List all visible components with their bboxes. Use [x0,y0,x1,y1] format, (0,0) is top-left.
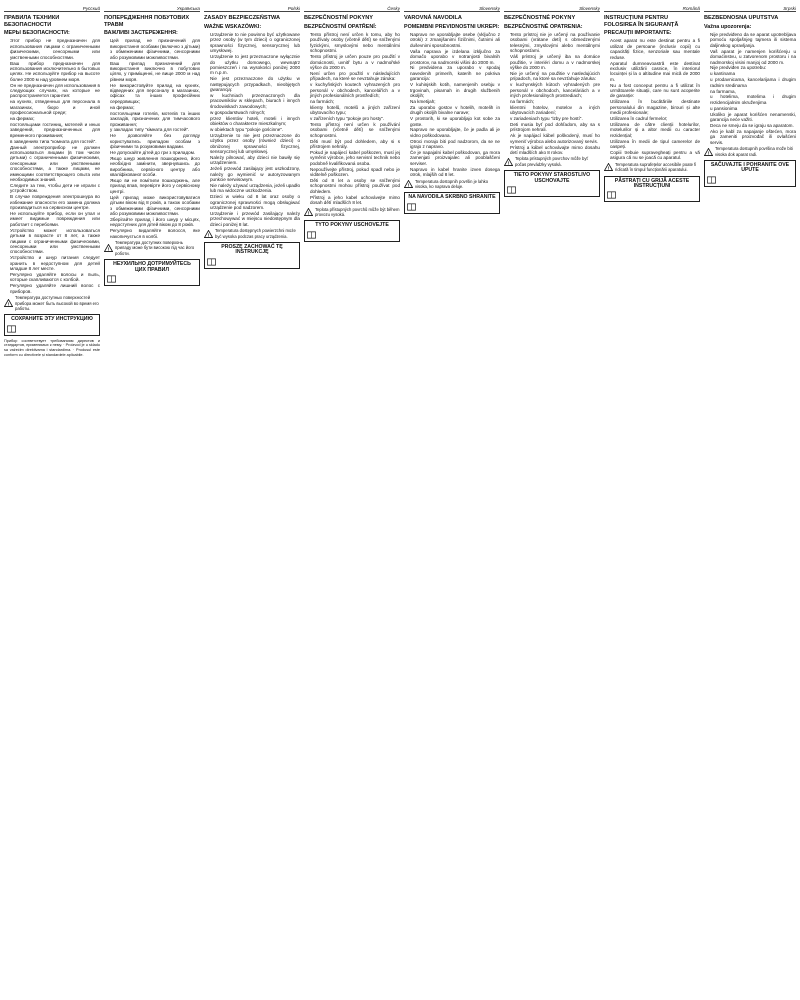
safety-item: • Copiii trebuie supravegheați pentru a vă asigura că nu se joacă cu aparatul. [610,150,700,161]
language-label: Srpski [704,6,796,12]
safety-item: • Якщо шнур живлення пошкоджено, його необхідно замінити, звернувшись до виробника, сервісного центру або кваліфікованої особи. [110,156,200,178]
safety-item: • Этот прибор не предназначен для использования лицами с ограниченными физическими, сенсорными или умственными способностями. [10,38,100,60]
safety-item: • Na kmetijah; [410,99,500,104]
safety-list [204,32,300,227]
section-title: VAROVNÁ NAVODILA [404,15,462,22]
svg-text:!: ! [107,246,110,252]
language-label: Slovensky [504,6,600,12]
section-title: ПОПЕРЕДЖЕННЯ ПОБУТОВИХ ТРАВМ [104,15,190,28]
safety-item: • Регулярно удаляйте лишний волос с приборов. [10,283,100,294]
section-title: ПРАВИЛА ТЕХНИКИ БЕЗОПАСНОСТИ [4,15,60,28]
hot-surface-warning [604,162,700,173]
manual-book-icon [507,186,516,194]
safety-item: • Urządzenie i przewód zasilający należy przechowywać w miejscu niedostępnym dla dzieci poniżej 8 lat. [210,211,300,227]
warning-text: Temperatura suprafețelor accesibile poate fi ridicată în timpul funcționării aparatului. [615,161,697,173]
safety-item: • постояльцами гостиниц, мотелей и иных заведений, предназначенных для временного проживания; [10,122,100,138]
safety-item: • Napravo in kabel hranite izven dosega otrok, mlajših od 8 let. [410,167,500,178]
keep-instructions-box [204,242,300,269]
warning-text: Temperatura dostupnih površina može biti visoka dok aparat radi. [715,146,793,157]
language-label: Slovensky [404,6,500,12]
manual-book-icon [107,275,116,283]
keep-instructions-box [104,259,200,286]
language-label: Русский [4,6,100,12]
hot-surface-warning [304,207,400,218]
safety-item: • Не допускайте дітей до гри з приладом. [110,150,200,155]
safety-item: • Děti od 8 let a osoby se sníženými schopnostmi mohou přístroj používat pod dohledem. [310,178,400,194]
safety-item: • v kuchynských kútoch vyhradených pre personál v obchodoch, kanceláriách a v iných profesionálnych prostrediach; [510,82,600,98]
section-subtitle: ВАЖЛИВІ ЗАСТЕРЕЖЕННЯ: [104,30,178,37]
safety-item: • w gospodarstwach rolnych; [210,110,300,115]
safety-item: • u prodavnicama, kancelarijama i drugim radnim sredinama [710,77,796,88]
box-title: NA NAVODILA SKRBNO SHRANITE [408,194,496,201]
safety-item: • klienty hotelů, motelů a jiných zařízení ubytovacího typu; [310,105,400,116]
safety-item: • w obiektach typu "pokoje gościnne". [210,127,300,132]
warning-text: Temperatura dostępnych powierzchni może być wysoka podczas pracy urządzenia. [215,228,296,239]
safety-item: • Цей прилад може використовуватися дітьми віком від 8 років, а також особами з обмеженими фізичними, сенсорними або розумовими можливостями. [110,195,200,217]
fine-print: Прибор соответствует требованиям директив и стандартов, применимых к нему. · Proizvod je u skladu sa važećim direktivama i standardima. · Produsul este conform cu directivele și standardele aplicabile. [4,338,100,357]
box-title: TIETO POKYNY STAROSTLIVO USCHOVAJTE [513,172,591,184]
safety-item: • Acest aparat nu este destinat pentru a fi utilizat de persoane (inclusiv copii) cu capacități fizice, senzoriale sau mentale reduse. [610,38,700,60]
keep-instructions-box [504,170,600,197]
safety-item: • Данный электроприбор не должен использоваться лицами (в том числе детьми) с ограниченными физическими, сенсорными или умственными способностями, а также лицами, не имеющими соответствующего опыта или необходимых знаний. [10,145,100,183]
svg-text:!: ! [507,160,510,166]
safety-item: • на кухнях, отведенных для персонала в магазинах, бюро и иной профессиональной среде; [10,99,100,115]
safety-item: • Nepoužívejte přístroj, pokud spadl nebo je viditelně poškozen. [310,167,400,178]
safety-item: • Регулярно видаляйте волосся, яке накопичується в колбі. [110,228,200,239]
language-column [604,4,700,996]
warning-triangle-icon [204,230,213,238]
safety-item: • Napravo ne uporabljajte osebe (vključno z otroki) z zmanjšanimi fizičnimi, čutnimi ali duševnimi sposobnostmi. [410,32,500,48]
safety-list [304,32,400,206]
safety-item: • Не використовуйте прилад на кухнях, відведених для персоналу в магазинах, офісах та інших професійних середовищах; [110,83,200,105]
warning-text: Температура доступних поверхонь приладу може бути високою під час його роботи. [115,240,195,256]
safety-item: • V prostorih, ki se uporabljajo kot sobe za goste. [410,116,500,127]
section-title: BEZBEDNOSNA UPUTSTVA [704,15,779,22]
safety-item: • Nie je určený na použitie v nasledujúcich prípadoch, na ktoré sa nevzťahuje záruka: [510,71,600,82]
safety-list [704,32,796,145]
safety-item: • Зберігайте прилад і його шнур у місцях, недоступних для дітей віком до 8 років. [110,217,200,228]
safety-item: • Należy pilnować, aby dzieci nie bawiły się urządzeniem. [210,155,300,166]
language-column [504,4,600,996]
safety-item: • na farmách; [310,99,400,104]
warning-triangle-icon [104,244,113,252]
safety-item: • Není určen pro použití v následujících případech, na které se nevztahuje záruka: [310,71,400,82]
safety-item: • Deca ne smeju da se igraju sa aparatom. [710,123,796,128]
safety-item: • V kuhinjskih kotih, namenjenih osebju v trgovinah, pisarnah in drugih službenih okoljih; [410,82,500,98]
section-title: BEZPEČNOSTNÉ POKYNY [504,15,576,22]
hot-surface-warning [4,295,100,311]
box-title: PĂSTRAȚI CU GRIJĂ ACESTE INSTRUCȚIUNI [614,177,690,190]
safety-item: • Регулярно удаляйте волосы и пыль, которые скапливаются с колбой. [10,272,100,283]
language-column [304,4,400,996]
safety-item: • Ni predvidena za uporabo v spodaj navedenih primerih, katerih ne pokriva garancija: [410,65,500,81]
section-subtitle: BEZPEČNOSTNÍ OPATŘENÍ: [304,23,377,30]
safety-item: • Če je napajalni kabel poškodovan, ga mora zamenjati proizvajalec ali pooblaščeni serviser. [410,150,500,166]
safety-item: • Pokud je napájecí kabel poškozen, musí jej vyměnit výrobce, jeho servisní technik nebo podobně kvalifikovaná osoba. [310,150,400,166]
safety-item: • Deti musia byť pod dohľadom, aby sa s prístrojom nehrali. [510,122,600,133]
safety-item: • Utilizarea în bucătăriile destinate personalului din magazine, birouri și alte medii profesionale; [610,99,700,115]
safety-item: • u kantinama [710,71,796,76]
safety-item: • Он не предназначен для использования в следующих случаях, на которые не распространяется гарантия: [10,83,100,99]
warning-text: Teplota prístupných povrchov môže byť počas prevádzky vysoká. [515,156,589,167]
safety-item: • Tento přístroj není určen k používání osobami (včetně dětí) se sníženými schopnostmi. [310,122,400,138]
safety-item: • przez klientów hoteli, moteli i innych obiektów o charakterze mieszkalnym; [210,116,300,127]
safety-item: • v zařízeních typu "pokoje pro hosty". [310,116,400,121]
section-title: BEZPEČNOSTNÍ POKYNY [304,15,373,22]
warning-triangle-icon [404,180,413,188]
language-column [404,4,500,996]
language-column [4,4,100,996]
safety-item: • Ukoliko je aparat korišćen nenamenski, garancija neće važiti. [710,112,796,123]
safety-item: • Ваш прибор предназначен для использования исключительно в бытовых целях. Не используйте прибор на высоте более 2000 м над уровнем моря. [10,61,100,83]
warning-triangle-icon [704,148,713,156]
section-title: ZASADY BEZPIECZEŃSTWA [204,15,281,22]
safety-item: • Якщо ви не помітили пошкоджень, але прилад впав, перевірте його у сервісному центрі. [110,178,200,194]
section-subtitle: BEZPEČNOSTNÉ OPATRENIA: [504,23,583,30]
safety-item: • в заведениях типа "комната для гостей". [10,139,100,144]
safety-item: • на фермах; [10,116,100,121]
safety-item: • Устройство и шнур питания следует хранить в недоступном для детей младше 8 лет месте. [10,255,100,271]
hot-surface-warning [504,156,600,167]
hot-surface-warning [704,146,796,157]
section-subtitle: Važna upozorenja: [704,23,752,30]
safety-item: • Jeżeli przewód zasilający jest uszkodzony, należy go wymienić w autoryzowanym punkcie serwisowym. [210,166,300,182]
safety-item: • на фермах; [110,105,200,110]
svg-text:!: ! [7,301,10,307]
safety-item: • Děti musí být pod dohledem, aby si s přístrojem nehrály. [310,139,400,150]
safety-item: • постояльцями готелів, мотелів та інших закладів, призначених для тимчасового проживання; [110,111,200,127]
safety-item: • Не используйте прибор, если он упал и имеет видимые повреждения или работает с перебоями. [10,211,100,227]
safety-item: • Устройство может использоваться детьми в возрасте от 8 лет, а также лицами с ограниченными физическими, сенсорными или умственными способностями. [10,228,100,255]
safety-item: • Ak je napájací kábel poškodený, musí ho vymeniť výrobca alebo autorizovaný servis. [510,133,600,144]
box-title: СОХРАНИТЕ ЭТУ ИНСТРУКЦИЮ [11,316,93,323]
safety-list [104,38,200,239]
hot-surface-warning [204,228,300,239]
safety-list [4,38,100,294]
keep-instructions-box [404,192,500,213]
safety-item: • Nije predviđen za upotrebu: [710,65,796,70]
safety-item: • Цей прилад не призначений для використання особами (включно з дітьми) з обмеженими фізичними, сенсорними або розумовими можливостями. [110,38,200,60]
safety-item: • Za uporabo gostov v hotelih, motelih in drugih okoljih bivalne narave; [410,105,500,116]
safety-item: • Váš prístroj je určený iba na domáce použitie, v interiéri domu a v nadmorskej výške do 2000 m. [510,54,600,70]
svg-text:!: ! [607,165,610,171]
warning-triangle-icon [4,299,13,307]
safety-item: • Aparatul dumneavoastră este destinat exclusiv utilizării casnice, în interiorul locuinței și la o altitudine mai mică de 2000 m. [610,61,700,83]
safety-item: • Nije predviđeno da se aparat upotrebljava pomoću spoljašnjeg tajmera ili sistema daljinskog upravljanja. [710,32,796,48]
manual-book-icon [707,176,716,184]
box-title: SAČUVAJTE I POHRANITE OVE UPUTE [710,161,790,174]
hot-surface-warning [104,240,200,256]
safety-item: • Vaša naprava je izdelana izključno za domačo uporabo v notranjosti bivalnih prostorov, na nadmorski višini do 2000 m. [410,49,500,65]
box-title: TYTO POKYNY USCHOVEJTE [315,222,389,229]
section-title: INSTRUCȚIUNI PENTRU FOLOSIREA ÎN SIGURANȚĂ [604,15,679,28]
manual-book-icon [407,203,416,211]
language-column [204,4,300,996]
safety-item: • Urządzenie to jest przeznaczone wyłącznie do użytku domowego, wewnątrz pomieszczeń i na wysokości poniżej 2000 m n.p.m. [210,54,300,76]
safety-item: • na farmách; [510,99,600,104]
safety-item: • Не дозволяйте без догляду користуватись приладом особам з фізичними та розумовими вадами. [110,133,200,149]
box-title: НЕУХИЛЬНО ДОТРИМУЙТЕСЬ ЦИХ ПРАВИЛ [113,261,191,273]
warning-triangle-icon [304,208,313,216]
safety-item: • w kuchniach przeznaczonych dla pracowników w sklepach, biurach i innych środowiskach zawodowych; [210,93,300,109]
warning-text: Температура доступных поверхностей прибора может быть высокой во время его работы. [15,295,99,311]
language-label: Українська [104,6,200,12]
safety-item: • v kuchyňských koutech vyhrazených pro personál v obchodech, kancelářích a v jiných profesionálních prostředích; [310,82,400,98]
warning-text: Temperatura dostopnih površin je lahko visoka, ko naprava deluje. [415,178,489,189]
safety-item: • Utilizarea în medii de tipul camerelor de oaspeți. [610,139,700,150]
svg-text:!: ! [707,150,710,156]
manual-book-icon [607,191,616,199]
safety-item: • Tento přístroj není určen k tomu, aby ho používaly osoby (včetně dětí) se sníženými fyzickými, smyslovými nebo mentálními schopnostmi. [310,32,400,54]
language-column [104,4,200,996]
safety-list [404,32,500,178]
language-label: Česky [304,6,400,12]
safety-item: • Nu a fost conceput pentru a fi utilizat în următoarele situații, care nu sunt acoperite de garanție: [610,83,700,99]
hot-surface-warning [404,179,500,190]
safety-item: • klientmi hotelov, motelov a iných ubytovacích zariadení; [510,105,600,116]
safety-item: • Tento prístroj nie je určený na používanie osobami (vrátane detí) s obmedzenými telesnými, zmyslovými alebo mentálnymi schopnosťami. [510,32,600,54]
safety-item: • Urządzenie to nie powinno być użytkowane przez osoby (w tym dzieci) o ograniczonej sprawności fizycznej, sensorycznej lub umysłowej. [210,32,300,54]
safety-item: • Napravo ne uporabljajte, če je padla ali je vidno poškodovana. [410,127,500,138]
safety-item: • na farmama, [710,89,796,94]
keep-instructions-box [704,160,796,187]
keep-instructions-box [604,176,700,203]
safety-item: • Utilizarea în cadrul fermelor; [610,116,700,121]
safety-item: • Vaš aparat je namenjen korišćenju u domaćinstvu, u zatvorenom prostoru i na nadmorskoj visini manjoj od 2000 m. [710,49,796,65]
svg-text:!: ! [407,182,410,188]
warning-triangle-icon [604,163,613,171]
language-label: Română [604,6,700,12]
language-label: Polski [204,6,300,12]
safety-item: • Urządzenie to nie jest przeznaczone do użytku przez osoby (również dzieci) o obniżonej sprawności fizycznej, sensorycznej lub umysłowej. [210,133,300,155]
section-subtitle: WAŻNE WSKAZÓWKI: [204,23,262,30]
language-column [704,4,796,996]
keep-instructions-box [304,220,400,241]
manual-book-icon [207,258,216,266]
safety-item: • Ваш прилад призначений для використання виключно в побутових цілях, у приміщенні, не вище 2000 м над рівнем моря. [110,61,200,83]
safety-item: • Přístroj a jeho kabel uchovávejte mimo dosah dětí mladších 8 let. [310,195,400,206]
safety-item: • Utilizarea de către clienții hotelurilor, motelurilor și a altor medii cu caracter rezidențial; [610,122,700,138]
section-subtitle: PRECAUȚII IMPORTANTE: [604,30,672,37]
safety-item: • Prístroj a kábel uchovávajte mimo dosahu detí mladších ako 8 rokov. [510,145,600,156]
safety-item: • Следите за тем, чтобы дети не играли с устройством. [10,183,100,194]
manual-book-icon [7,325,16,333]
safety-item: • u pansionima [710,106,796,111]
box-title: PROSZĘ ZACHOWAĆ TĘ INSTRUKCJĘ [221,244,283,256]
section-subtitle: МЕРЫ БЕЗОПАСНОСТИ: [4,30,70,37]
keep-instructions-box [4,314,100,335]
safety-item: • Nie należy używać urządzenia, jeżeli upadło lub ma widoczne uszkodzenia. [210,183,300,194]
warning-triangle-icon [504,158,513,166]
manual-book-icon [307,231,316,239]
safety-item: • u hotelima, motelima i drugim rezidencijalnim okruženjima [710,94,796,105]
safety-list [504,32,600,155]
safety-item: • Otroci morajo biti pod nadzorom, da se ne igrajo z napravo. [410,139,500,150]
warning-text: Teplota přístupných povrchů může být během provozu vysoká. [315,206,400,218]
svg-text:!: ! [307,210,310,216]
safety-item: • у закладах типу "кімната для гостей". [110,127,200,132]
safety-item: • Dzieci w wieku od 8 lat oraz osoby o ograniczonej sprawności mogą obsługiwać urządzenie pod nadzorem. [210,194,300,210]
safety-item: • Tento přístroj je určen pouze pro použití v domácnosti, uvnitř bytu a v nadmořské výšce do 2000 m. [310,54,400,70]
section-subtitle: POMEMBNI PREVIDNOSTNI UKREPI: [404,23,500,30]
safety-item: • В случае повреждения электрошнура во избежание опасности его замена должна производиться на сервисном центре. [10,194,100,210]
svg-text:!: ! [207,232,210,238]
safety-item: • Ako je kabl za napajanje oštećen, mora ga zameniti proizvođač ili ovlašćeni servis. [710,129,796,145]
safety-list [604,38,700,160]
safety-item: • v zariadeniach typu "izby pre hostí". [510,116,600,121]
safety-item: • Nie jest przeznaczone do użytku w następujących przypadkach, nieobjętych gwarancją: [210,76,300,92]
